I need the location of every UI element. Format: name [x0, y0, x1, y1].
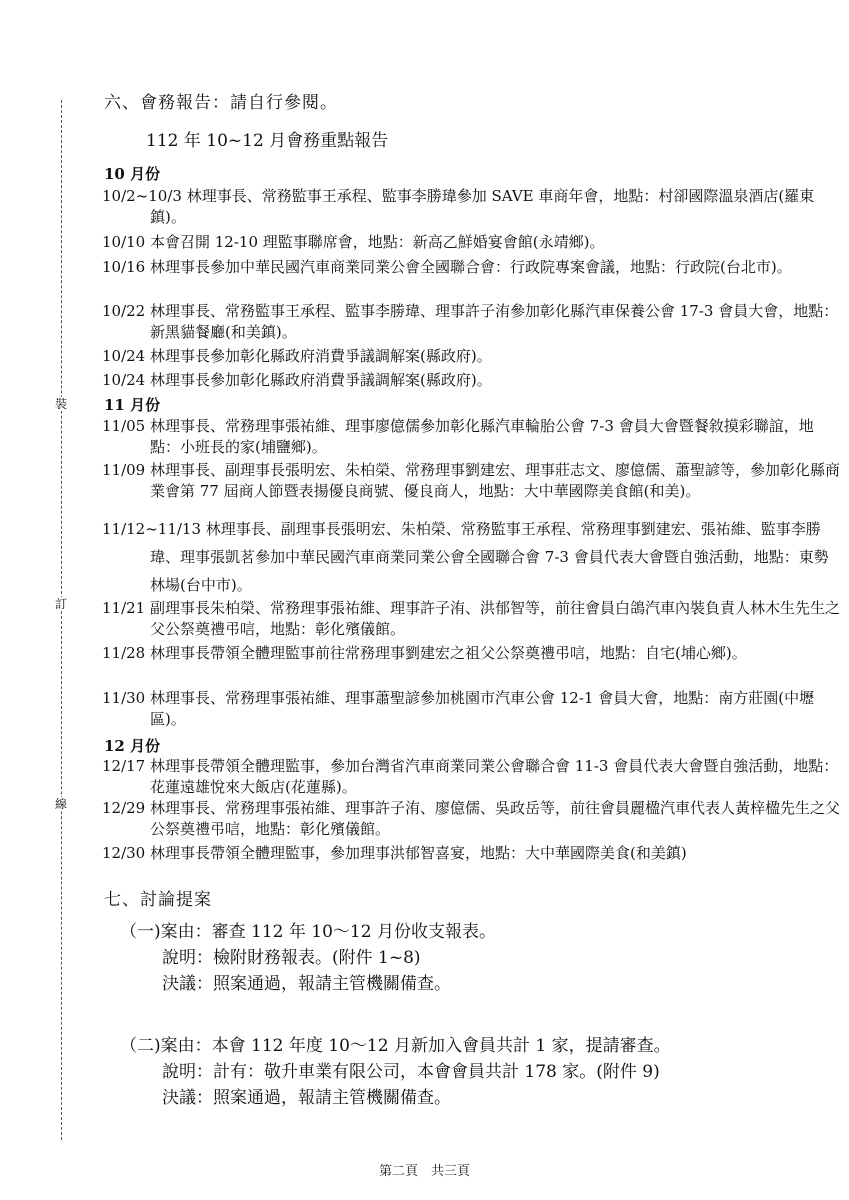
proposal-1-explain: 說明：檢附財務報表。(附件 1~8) — [162, 948, 421, 968]
section-6-title: 六、會務報告：請自行參閱。 — [104, 93, 338, 113]
proposal-2-case: （二)案由：本會 112 年度 10～12 月新加入會員共計 1 家，提請審查。 — [120, 1036, 671, 1056]
list-item: 12/30 林理事長帶領全體理監事，參加理事洪郁智喜宴，地點：大中華國際美食(和美鎮) — [102, 844, 687, 862]
page-footer: 第二頁 共三頁 — [378, 1164, 470, 1179]
month-label-november: 11 月份 — [104, 396, 161, 414]
list-item: 11/12~11/13 林理事長、副理事長張明宏、朱柏榮、常務監事王承程、常務理事劉建宏、張祐維、監事李勝瑋、理事張凱茗參加中華民國汽車商業同業公會全國聯合會 7-3 會員代表大會暨自強活動，地點：東勢林場(台中市)。 — [102, 520, 829, 594]
binding-mark-xian: 線 — [54, 797, 67, 811]
proposal-2-resolution: 決議：照案通過，報請主管機關備查。 — [162, 1088, 451, 1108]
proposal-2-explain: 說明：計有：敬升車業有限公司，本會會員共計 178 家。(附件 9) — [162, 1062, 660, 1082]
list-item: 10/16 林理事長參加中華民國汽車商業同業公會全國聯合會：行政院專案會議，地點：行政院(台北市)。 — [102, 258, 792, 276]
proposal-1 — [120, 919, 496, 997]
proposal-2 — [120, 1033, 671, 1111]
list-item: 10/24 林理事長參加彰化縣政府消費爭議調解案(縣政府)。 — [102, 371, 492, 389]
section-7-title: 七、討論提案 — [104, 890, 212, 910]
list-item: 10/10 本會召開 12-10 理監事聯席會，地點：新高乙鮮婚宴會館(永靖鄉)。 — [102, 233, 605, 251]
list-item: 11/28 林理事長帶領全體理監事前往常務理事劉建宏之祖父公祭奠禮弔唁，地點：自宅(埔心鄉)。 — [102, 644, 747, 662]
proposal-1-resolution: 決議：照案通過，報請主管機關備查。 — [162, 974, 451, 994]
binding-mark-zhuang: 裝 — [54, 397, 67, 411]
report-title: 112 年 10~12 月會務重點報告 — [146, 131, 389, 151]
binding-mark-ding: 訂 — [54, 597, 67, 611]
list-item: 11/09 林理事長、副理事長張明宏、朱柏榮、常務理事劉建宏、理事莊志文、廖億儒、蕭聖諺等，參加彰化縣商業會第 77 屆商人節暨表揚優良商號、優良商人，地點：大中華國際美食館(和美)。 — [102, 461, 841, 500]
list-item: 10/22 林理事長、常務監事王承程、監事李勝瑋、理事許子洧參加彰化縣汽車保養公會 17-3 會員大會，地點：新黑貓餐廳(和美鎮)。 — [102, 302, 839, 341]
list-item: 10/2~10/3 林理事長、常務監事王承程、監事李勝瑋參加 SAVE 車商年會，地點：村卻國際溫泉酒店(羅東鎮)。 — [102, 187, 815, 226]
proposal-1-case: （一)案由：審查 112 年 10～12 月份收支報表。 — [120, 922, 496, 942]
month-label-october: 10 月份 — [104, 165, 161, 183]
month-label-december: 12 月份 — [104, 737, 161, 755]
list-item: 11/21 副理事長朱柏榮、常務理事張祐維、理事許子洧、洪郁智等，前往會員白鴿汽車內裝負責人林木生先生之父公祭奠禮弔唁，地點：彰化殯儀館。 — [102, 599, 841, 638]
list-item: 11/30 林理事長、常務理事張祐維、理事蕭聖諺參加桃園市汽車公會 12-1 會員大會，地點：南方莊園(中壢區)。 — [102, 689, 815, 728]
list-item: 10/24 林理事長參加彰化縣政府消費爭議調解案(縣政府)。 — [102, 347, 492, 365]
list-item: 12/17 林理事長帶領全體理監事，參加台灣省汽車商業同業公會聯合會 11-3 會員代表大會暨自強活動，地點：花蓮遠雄悅來大飯店(花蓮縣)。 — [102, 757, 839, 796]
list-item: 11/05 林理事長、常務理事張祐維、理事廖億儒參加彰化縣汽車輪胎公會 7-3 會員大會暨餐敘摸彩聯誼，地點：小班長的家(埔鹽鄉)。 — [102, 417, 814, 456]
list-item: 12/29 林理事長、常務理事張祐維、理事許子洧、廖億儒、吳政岳等，前往會員麗楹汽車代表人黃梓楹先生之父公祭奠禮弔唁，地點：彰化殯儀館。 — [102, 799, 841, 838]
